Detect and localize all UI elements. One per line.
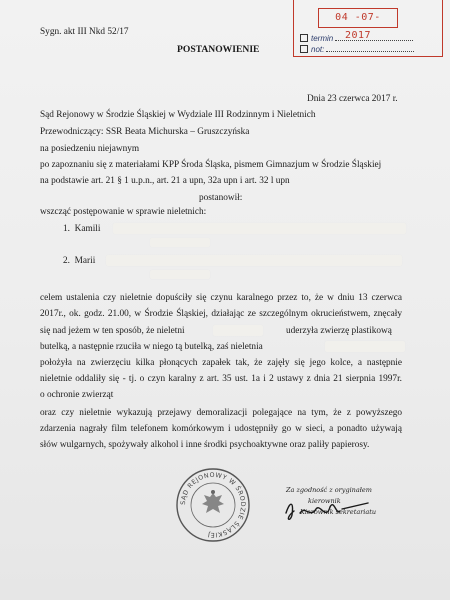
juvenile-name: Marii (74, 256, 96, 266)
stamp-dotted-line (335, 40, 413, 41)
court-line-4: po zapoznaniu się z materiałami KPP Środa Śląska, pismem Gimnazjum w Środzie Śląskiej (40, 160, 382, 170)
stamp-termin-label: termin (311, 34, 334, 43)
body-line-4: butelką, a następnie rzuciła w niego tą butelką, zaś nieletnia (40, 342, 263, 352)
document-title: POSTANOWIENIE (177, 44, 260, 55)
body-line-3b: uderzyła zwierzę plastikową (286, 326, 392, 336)
juvenile-1 (63, 224, 100, 235)
body-line-7: o ochronie zwierząt (40, 390, 114, 400)
stamp-date: 04 -07- 2017 (318, 8, 398, 28)
body-line-3a: się nad jeżem w ten sposób, że nieletni (40, 326, 185, 336)
stamp-termin-row (300, 34, 413, 43)
body-line-10: słów wulgarnych, spożywały alkohol i inne środki psychoaktywne oraz paliły papierosy. (40, 440, 370, 450)
stamp-notes-label: not: (311, 45, 325, 54)
juvenile-name: Kamili (74, 224, 101, 234)
proceeding-line: wszcząć postępowanie w sprawie nieletnich: (40, 207, 207, 217)
stamp-checkbox-icon (300, 34, 308, 42)
body-line-6: nieletnie oddaliły się - tj. o czyn karalny z art. 35 ust. 1a i 2 ustawy z dnia 21 sierpnia 1997r. (40, 374, 402, 384)
body-line-8: oraz czy nieletnie wykazują przejawy demoralizacji polegające na tym, że z powyższego (40, 408, 402, 418)
stamp-notes-row (300, 45, 414, 54)
redaction-bar (113, 223, 406, 234)
redaction-bar (325, 341, 405, 352)
signature-line-1: Za zgodność z oryginałem (286, 486, 372, 494)
body-line-5: położyła na zwierzęciu kilka płonących zapałek tak, że zajęły się jego kolce, a następnie (40, 358, 402, 368)
court-seal (175, 467, 251, 548)
body-line-1: celem ustalenia czy nieletnie dopuściły się czynu karalnego przez to, że w dniu 13 czerwca (40, 293, 402, 303)
stamp-checkbox-icon (300, 45, 308, 53)
juvenile-number: 1. (63, 224, 70, 234)
svg-text:SĄD REJONOWY W ŚRODZIE ŚLĄSKIE: SĄD REJONOWY W ŚRODZIE ŚLĄSKIEJ (179, 471, 247, 539)
case-reference: Sygn. akt III Nkd 52/17 (40, 27, 129, 37)
stamp-dotted-line (326, 51, 414, 52)
court-line-5: na podstawie art. 21 § 1 u.p.n., art. 21 a upn, 32a upn i art. 32 l upn (40, 176, 290, 186)
redaction-bar (106, 255, 402, 266)
body-line-9: zdarzenia nagrały film telefonem komórkowym i udostępniły go w sieci, a ponadto używają (40, 424, 402, 434)
court-line-1: Sąd Rejonowy w Środzie Śląskiej w Wydziale III Rodzinnym i Nieletnich (40, 110, 316, 120)
court-line-3: na posiedzeniu niejawnym (40, 144, 140, 154)
redaction-bar (150, 270, 210, 279)
redaction-bar (150, 238, 210, 247)
court-line-2: Przewodniczący: SSR Beata Michurska – Gruszczyńska (40, 127, 250, 137)
document-date: Dnia 23 czerwca 2017 r. (307, 94, 398, 104)
body-line-2: 2017r., ok. godz. 21.00, w Środzie Śląskiej, działając ze szczególnym okrucieństwem, znęcały (40, 309, 402, 319)
court-seal-icon (175, 467, 251, 543)
juvenile-number: 2. (63, 256, 70, 266)
signature-line-3: Kierownik sekretariatu (300, 508, 377, 516)
juvenile-2 (63, 256, 95, 267)
signature-line-2: kierownik (308, 497, 341, 505)
decision-word: postanowił: (199, 193, 243, 203)
redaction-bar (213, 325, 263, 336)
handwritten-signature-icon (280, 495, 380, 525)
